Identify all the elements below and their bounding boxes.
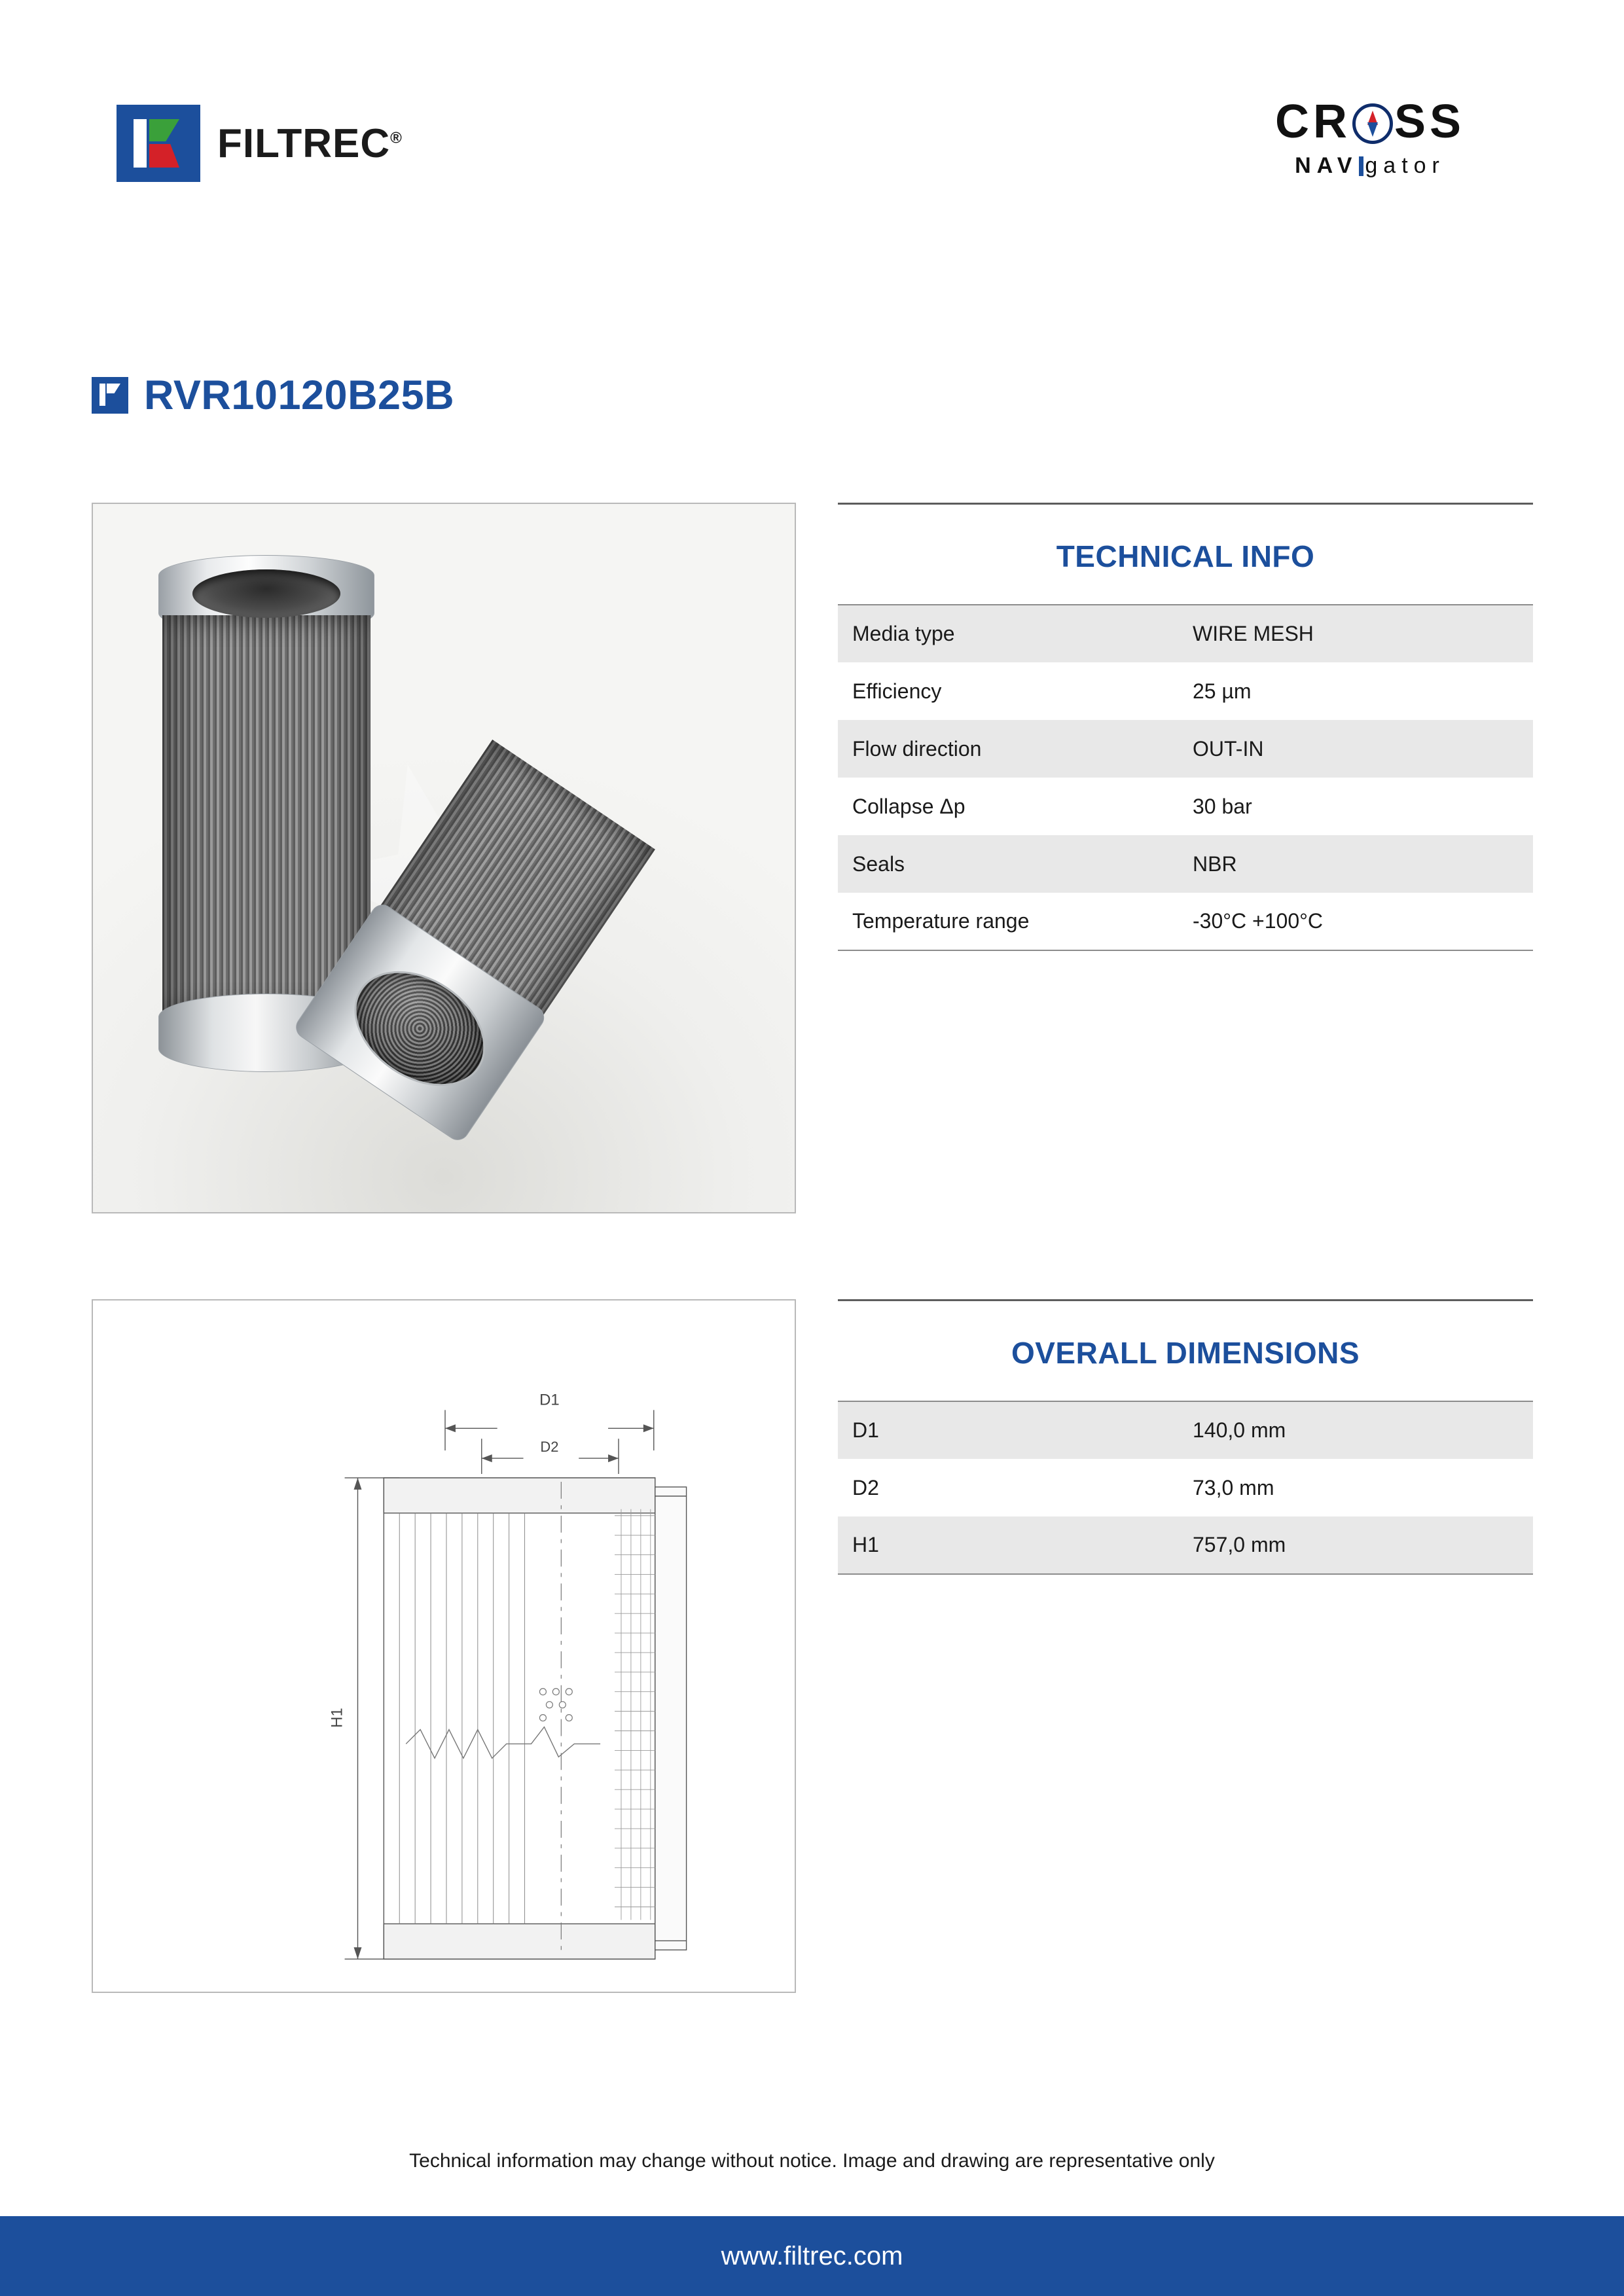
- dimension-value: 73,0 mm: [1193, 1475, 1274, 1499]
- spec-value: NBR: [1178, 835, 1533, 893]
- page-title: RVR10120B25B: [144, 372, 455, 418]
- section-divider: [838, 503, 1533, 505]
- divider-bar-icon: [1359, 156, 1363, 176]
- brand-name-text: FILTREC: [217, 120, 391, 166]
- table-row: [838, 893, 1533, 950]
- spec-key: Flow direction: [838, 720, 1178, 778]
- cross-navigator-logo: [1233, 98, 1507, 179]
- footer-website-link[interactable]: www.filtrec.com: [721, 2241, 903, 2270]
- product-image: [92, 503, 796, 1213]
- technical-info-heading: TECHNICAL INFO: [1056, 539, 1315, 573]
- cross-wordmark: [1274, 96, 1466, 148]
- spec-key: Seals: [838, 835, 1178, 893]
- navigator-wordmark: [1233, 153, 1507, 179]
- overall-dimensions-table: [838, 1401, 1533, 1575]
- product-image-canvas: [93, 504, 795, 1212]
- cross-word-part2: SS: [1394, 96, 1466, 148]
- spec-key: Media type: [838, 605, 1178, 662]
- spec-value: 30 bar: [1193, 794, 1252, 818]
- spec-value: -30°C +100°C: [1178, 893, 1533, 950]
- dimension-value: 140,0 mm: [1178, 1401, 1533, 1459]
- table-row: [838, 720, 1533, 778]
- spec-value: 25 µm: [1193, 679, 1252, 703]
- technical-drawing: [92, 1299, 796, 1993]
- footer-notice: Technical information may change without notice. Image and drawing are representative only: [409, 2150, 1215, 2172]
- technical-info-section: [838, 503, 1533, 951]
- spec-value: WIRE MESH: [1178, 605, 1533, 662]
- spec-key: Collapse Δp: [852, 794, 965, 818]
- footer-bar: [0, 2216, 1624, 2296]
- overall-dimensions-heading: OVERALL DIMENSIONS: [1011, 1336, 1360, 1370]
- spec-key: Efficiency: [852, 679, 942, 703]
- dimension-key: D2: [852, 1475, 879, 1499]
- navigator-word-rest: gator: [1365, 153, 1445, 178]
- table-row: [838, 1401, 1533, 1459]
- table-row: [838, 835, 1533, 893]
- filtrec-mark-icon: [92, 377, 128, 414]
- brand-name: [217, 120, 403, 167]
- cross-word-part1: CR: [1274, 96, 1351, 148]
- compass-icon: [1352, 103, 1393, 144]
- overall-dimensions-section: [838, 1299, 1533, 1575]
- drawing-svg: [93, 1300, 795, 1992]
- spec-key: Temperature range: [838, 893, 1178, 950]
- table-row: [838, 778, 1533, 835]
- section-divider: [838, 1299, 1533, 1301]
- technical-info-table: [838, 604, 1533, 951]
- filtrec-logo: [117, 105, 403, 182]
- page-title-row: [92, 372, 454, 419]
- registered-mark: ®: [390, 128, 403, 147]
- table-row: [838, 1516, 1533, 1574]
- table-row: [838, 605, 1533, 662]
- page-header: [0, 98, 1624, 216]
- spec-value: OUT-IN: [1178, 720, 1533, 778]
- drawing-label-h1: H1: [328, 1708, 346, 1728]
- filtrec-logo-icon: [117, 105, 200, 182]
- table-row: [838, 1459, 1533, 1516]
- drawing-label-d2: D2: [540, 1439, 559, 1456]
- navigator-word-bold: NAV: [1295, 153, 1358, 178]
- dimension-value: 757,0 mm: [1178, 1516, 1533, 1574]
- table-row: [838, 662, 1533, 720]
- dimension-key: D1: [838, 1401, 1178, 1459]
- drawing-label-d1: D1: [539, 1391, 560, 1409]
- dimension-key: H1: [838, 1516, 1178, 1574]
